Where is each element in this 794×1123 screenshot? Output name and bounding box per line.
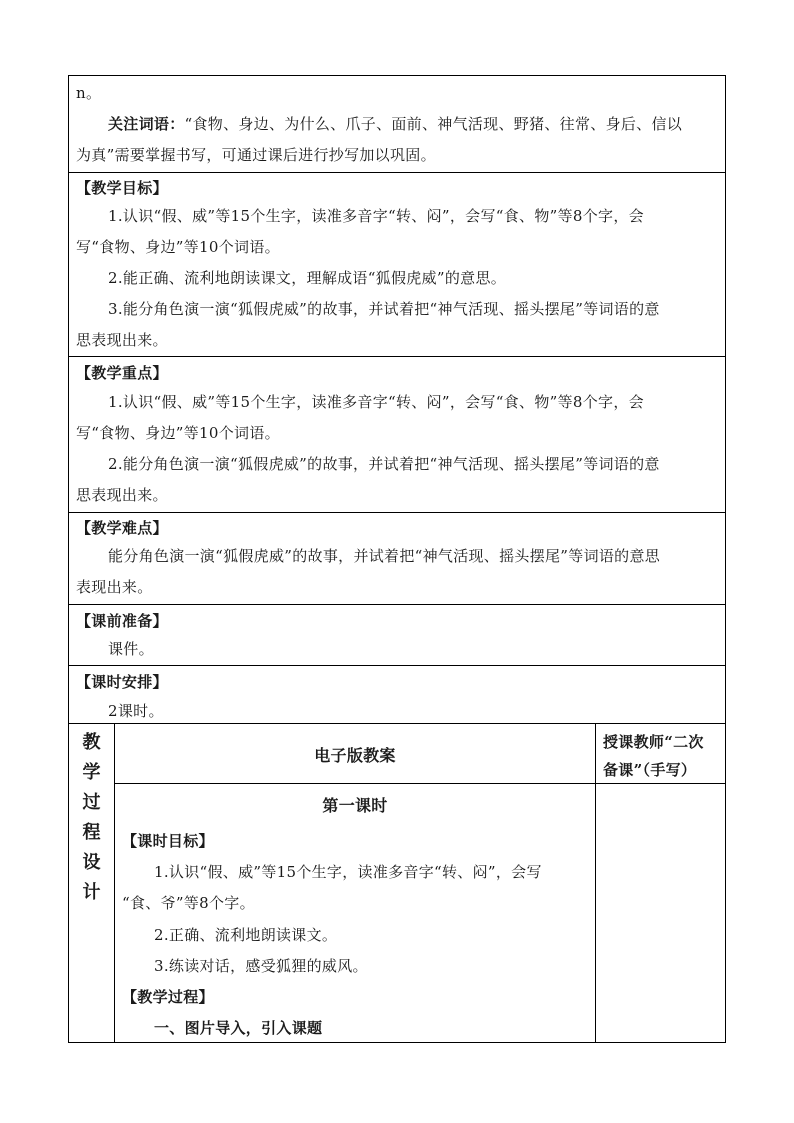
side-label-char: 教	[82, 732, 101, 753]
lesson-goal-line: “食、爷”等8个字。	[122, 894, 255, 912]
side-label-char: 学	[82, 762, 101, 783]
side-label-char: 设	[82, 852, 101, 873]
notes-column-header-line-1: 授课教师“二次	[603, 733, 704, 751]
difficulties-heading: 【教学难点】	[76, 519, 168, 537]
notes-column-header-line-2: 备课”（手写）	[603, 761, 697, 779]
row-divider	[68, 665, 726, 666]
difficulties-line: 能分角色演一演“狐假虎威”的故事，并试着把“神气活现、摇头摆尾”等词语的意思	[108, 547, 661, 565]
key-points-line: 2.能分角色演一演“狐假虎威”的故事，并试着把“神气活现、摇头摆尾”等词语的意	[108, 455, 660, 473]
notes-column-divider	[595, 723, 596, 1043]
table-border-right	[725, 75, 726, 1043]
objectives-line: 3.能分角色演一演“狐假虎威”的故事，并试着把“神气活现、摇头摆尾”等词语的意	[108, 300, 660, 318]
header-divider	[114, 783, 726, 784]
row-divider	[68, 512, 726, 513]
process-step: 一、图片导入，引入课题	[154, 1019, 323, 1037]
table-border-bottom	[68, 1042, 726, 1043]
lesson-goal-heading: 【课时目标】	[122, 832, 214, 850]
preparation-heading: 【课前准备】	[76, 612, 168, 630]
side-label-char: 过	[82, 792, 101, 813]
schedule-text: 2课时。	[108, 702, 164, 720]
process-heading: 【教学过程】	[122, 988, 214, 1006]
key-points-line: 1.认识“假、威”等15个生字，读准多音字“转、闷”，会写“食、物”等8个字，会	[108, 393, 644, 411]
difficulties-line: 表现出来。	[76, 578, 153, 596]
lesson-goal-line: 2.正确、流利地朗读课文。	[154, 926, 338, 944]
objectives-heading: 【教学目标】	[76, 179, 168, 197]
objectives-line: 写“食物、身边”等10个词语。	[76, 238, 280, 256]
intro-line: n。	[76, 84, 102, 102]
preparation-text: 课件。	[108, 640, 154, 658]
focus-words-line-2: 为真”需要掌握书写，可通过课后进行抄写加以巩固。	[76, 146, 436, 164]
focus-words-text: “食物、身边、为什么、爪子、面前、神气活现、野猪、往常、身后、信以	[184, 115, 683, 133]
lesson-goal-line: 1.认识“假、威”等15个生字，读准多音字“转、闷”，会写	[154, 863, 542, 881]
key-points-line: 写“食物、身边”等10个词语。	[76, 424, 280, 442]
row-divider	[68, 723, 726, 724]
side-label-char: 程	[82, 822, 101, 843]
schedule-heading: 【课时安排】	[76, 673, 168, 691]
objectives-line: 2.能正确、流利地朗读课文，理解成语“狐假虎威”的意思。	[108, 269, 507, 287]
focus-words-label: 关注词语：	[108, 115, 185, 133]
table-border-top	[68, 75, 726, 76]
row-divider	[68, 356, 726, 357]
key-points-line: 思表现出来。	[76, 486, 168, 504]
side-label-char: 计	[82, 882, 101, 903]
objectives-line: 1.认识“假、威”等15个生字，读准多音字“转、闷”，会写“食、物”等8个字，会	[108, 207, 644, 225]
process-side-divider	[114, 723, 115, 1043]
lesson-title: 第一课时	[322, 796, 388, 815]
lesson-goal-line: 3.练读对话，感受狐狸的威风。	[154, 957, 368, 975]
row-divider	[68, 604, 726, 605]
focus-words-line-1	[108, 113, 682, 135]
key-points-heading: 【教学重点】	[76, 364, 168, 382]
main-column-header: 电子版教案	[314, 746, 396, 765]
row-divider	[68, 172, 726, 173]
objectives-line: 思表现出来。	[76, 331, 168, 349]
